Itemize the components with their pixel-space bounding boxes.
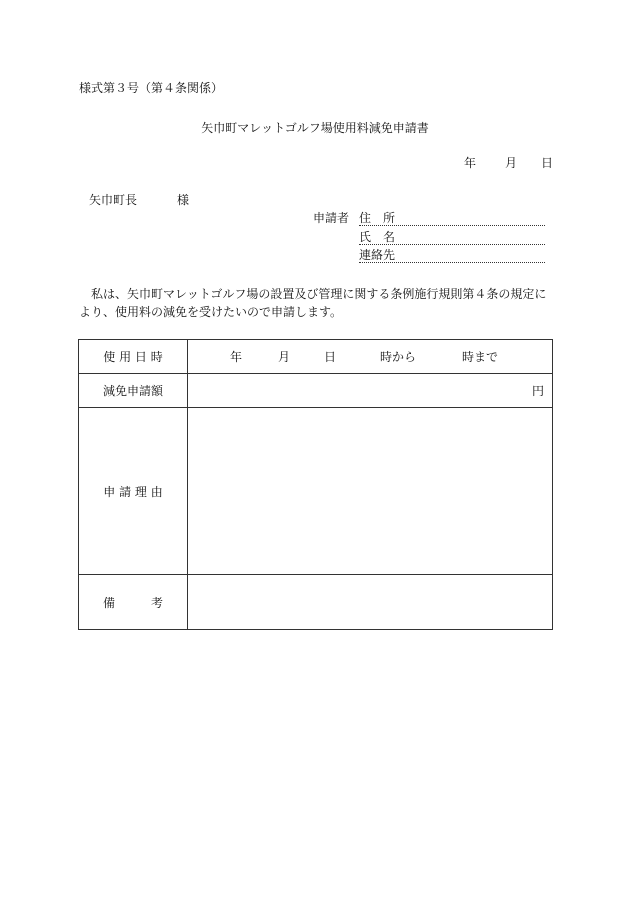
date-line <box>464 155 553 171</box>
contact-label: 連絡先 <box>359 248 396 262</box>
table-row <box>79 374 553 408</box>
addressee <box>89 192 189 208</box>
reduction-amount-label: 減免申請額 <box>79 374 188 408</box>
date-month: 月 <box>505 156 518 170</box>
usage-year: 年 <box>230 350 243 364</box>
addressee-honorific: 様 <box>177 193 190 207</box>
remarks-label: 備 考 <box>79 575 188 630</box>
date-day: 日 <box>541 156 554 170</box>
name-field[interactable] <box>359 229 545 245</box>
usage-day: 日 <box>324 350 337 364</box>
usage-to: 時まで <box>462 350 499 364</box>
address-label: 住 所 <box>359 211 396 225</box>
applicant-label: 申請者 <box>313 211 350 225</box>
table-row <box>79 575 553 630</box>
addressee-name: 矢巾町長 <box>89 193 138 207</box>
reduction-amount-cell[interactable] <box>188 374 553 408</box>
application-table <box>78 339 553 630</box>
table-row <box>79 340 553 374</box>
contact-field[interactable] <box>359 247 545 263</box>
name-label: 氏 名 <box>359 230 396 244</box>
date-year: 年 <box>464 156 477 170</box>
usage-month: 月 <box>278 350 291 364</box>
usage-from: 時から <box>380 350 417 364</box>
yen-unit: 円 <box>531 384 544 398</box>
reason-label: 申 請 理 由 <box>79 408 188 575</box>
remarks-cell[interactable] <box>188 575 553 630</box>
table-row <box>79 408 553 575</box>
usage-datetime-label: 使 用 日 時 <box>79 340 188 374</box>
address-field[interactable] <box>359 210 545 226</box>
application-statement: 私は、矢巾町マレットゴルフ場の設置及び管理に関する条例施行規則第４条の規定により、使用料の減免を受けたいので申請します。 <box>79 287 547 319</box>
document-title: 矢巾町マレットゴルフ場使用料減免申請書 <box>201 121 429 135</box>
usage-datetime-cell[interactable] <box>188 340 553 374</box>
form-number: 様式第３号（第４条関係） <box>79 81 224 95</box>
reason-cell[interactable] <box>188 408 553 575</box>
